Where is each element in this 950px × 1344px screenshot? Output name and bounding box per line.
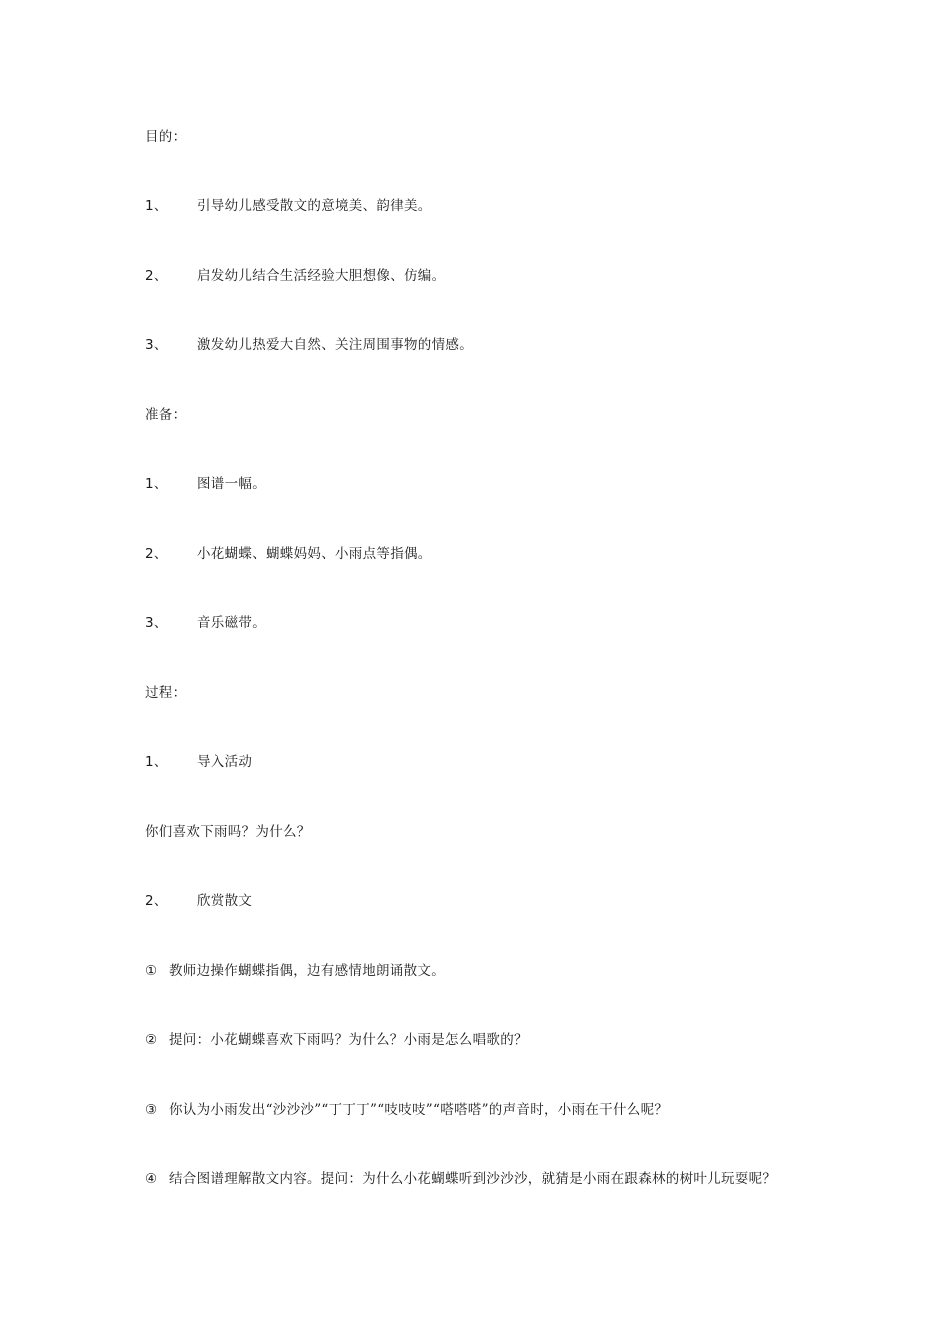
goal-item-number: 2、: [145, 268, 168, 284]
prep-item: [145, 475, 266, 493]
prep-item-number: 2、: [145, 546, 168, 562]
substep-item: [145, 1101, 668, 1119]
substep-item: [145, 1031, 528, 1049]
process-step-number: 2、: [145, 893, 168, 909]
prep-heading-text: 准备：: [145, 407, 187, 423]
substep-text: 提问：小花蝴蝶喜欢下雨吗？为什么？小雨是怎么唱歌的？: [169, 1032, 528, 1048]
prep-item-number: 1、: [145, 476, 168, 492]
prep-item-text: 音乐磁带。: [197, 615, 266, 631]
substep-mark: ②: [145, 1032, 158, 1048]
process-question-text: 你们喜欢下雨吗？为什么？: [145, 824, 311, 840]
goal-item-number: 1、: [145, 198, 168, 214]
substep-text: 教师边操作蝴蝶指偶，边有感情地朗诵散文。: [169, 963, 445, 979]
substep-item: [145, 1170, 776, 1188]
prep-item-number: 3、: [145, 615, 168, 631]
process-heading-text: 过程：: [145, 685, 187, 701]
substep-mark: ③: [145, 1102, 158, 1118]
goal-item: [145, 267, 445, 285]
process-step: [145, 892, 252, 910]
process-step-text: 导入活动: [197, 754, 253, 770]
process-step: [145, 753, 252, 771]
process-step-text: 欣赏散文: [197, 893, 253, 909]
goal-item-text: 引导幼儿感受散文的意境美、韵律美。: [197, 198, 432, 214]
goal-item-text: 启发幼儿结合生活经验大胆想像、仿编。: [197, 268, 446, 284]
substep-mark: ①: [145, 963, 158, 979]
prep-heading: [145, 406, 186, 424]
substep-text: 结合图谱理解散文内容。提问：为什么小花蝴蝶听到沙沙沙，就猜是小雨在跟森林的树叶儿玩耍呢？: [169, 1171, 777, 1187]
substep-item: [145, 962, 445, 980]
prep-item: [145, 545, 432, 563]
prep-item: [145, 614, 266, 632]
process-heading: [145, 684, 186, 702]
substep-text: 你认为小雨发出“沙沙沙”“丁丁丁”“吱吱吱”“嗒嗒嗒”的声音时，小雨在干什么呢？: [169, 1102, 669, 1118]
substep-mark: ④: [145, 1171, 158, 1187]
prep-item-text: 小花蝴蝶、蝴蝶妈妈、小雨点等指偶。: [197, 546, 432, 562]
prep-item-text: 图谱一幅。: [197, 476, 266, 492]
goal-heading-text: 目的：: [145, 129, 187, 145]
goal-item: [145, 197, 432, 215]
goal-heading: [145, 128, 186, 146]
goal-item-text: 激发幼儿热爱大自然、关注周围事物的情感。: [197, 337, 473, 353]
goal-item: [145, 336, 473, 354]
goal-item-number: 3、: [145, 337, 168, 353]
process-step-number: 1、: [145, 754, 168, 770]
process-question: [145, 823, 311, 841]
